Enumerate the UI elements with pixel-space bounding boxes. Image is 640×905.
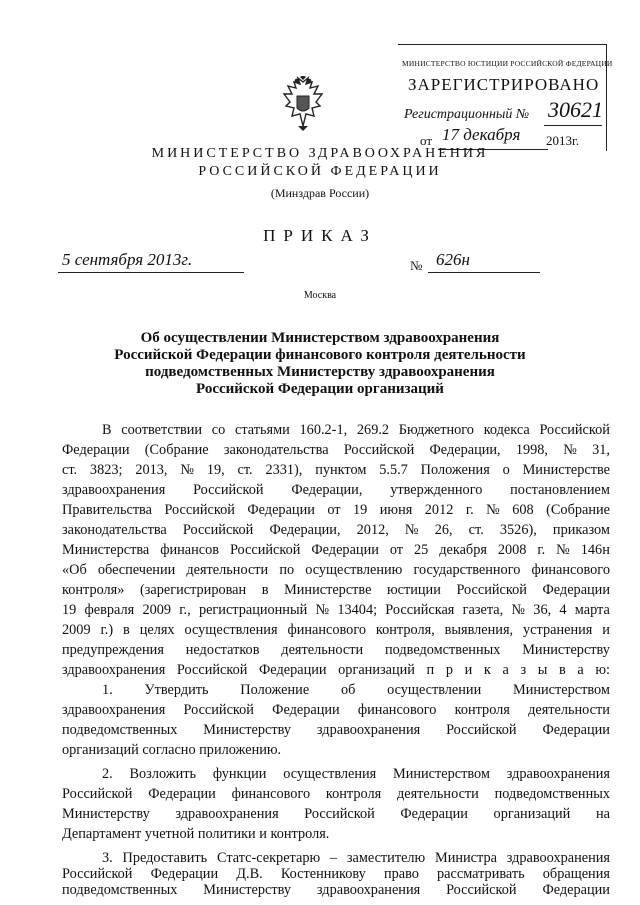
title-line: Российской Федерации финансового контроля деятельности [114, 347, 526, 363]
city: Москва [303, 290, 337, 301]
order-number-label: № [410, 258, 423, 273]
body-line: здравоохранения Российской Федерации организаций п р и к а з ы в а ю: [62, 662, 610, 678]
body-line: Федерации (Собрание законодательства Российской Федерации, 1998, № 31, [62, 442, 610, 458]
stamp-organization: МИНИСТЕРСТВО ЮСТИЦИИ РОССИЙСКОЙ ФЕДЕРАЦИИ [402, 59, 613, 68]
ministry-name-line1: МИНИСТЕРСТВО ЗДРАВООХРАНЕНИЯ [151, 146, 489, 161]
order-date-handwritten: 5 сентября 2013г. [62, 250, 193, 269]
body-line: контроля» (зарегистрирован в Министерстве юстиции Российской Федерации [62, 582, 610, 598]
order-number-handwritten: 626н [436, 250, 470, 269]
body-line: законодательства Российской Федерации, 2012, № 26, ст. 3526), приказом [62, 522, 610, 538]
body-line: здравоохранения Российской Федерации, утвержденного постановлением [62, 482, 610, 498]
title-line: Российской Федерации организаций [196, 381, 444, 397]
body-line: В соответствии со статьями 160.2-1, 269.2 Бюджетного кодекса Российской [102, 422, 610, 438]
body-line: Департамент учетной политики и контроля. [62, 826, 330, 842]
ministry-name-line2: РОССИЙСКОЙ ФЕДЕРАЦИИ [198, 164, 442, 179]
body-line: Министерства финансов Российской Федерации от 25 декабря 2008 г. № 146н [62, 542, 610, 558]
body-line: Российской Федерации Д.В. Костенникову право рассматривать обращения [62, 866, 610, 882]
body-line: подведомственных Министерству здравоохранения Российской Федерации [62, 882, 610, 898]
body-line: предупреждения недостатков деятельности подведомственных Министерству [62, 642, 610, 658]
body-line: организаций согласно приложению. [62, 742, 282, 758]
body-line: 3. Предоставить Статс-секретарю – заместителю Министра здравоохранения [102, 850, 610, 866]
body-line: «Об обеспечении деятельности по осуществлению государственного финансового [62, 562, 610, 578]
body-line: Российской Федерации финансового контроля деятельности подведомственных [62, 786, 610, 802]
stamp-reg-number-value: 30621 [548, 97, 603, 122]
body-line: здравоохранения Российской Федерации финансового контроля деятельности [62, 702, 610, 718]
document-type: ПРИКАЗ [263, 226, 377, 245]
order-date-underline [58, 272, 244, 273]
body-line: подведомственных Министерству здравоохранения Российской Федерации [62, 722, 610, 738]
stamp-reg-number-label: Регистрационный № [404, 107, 530, 122]
registration-stamp [398, 44, 613, 151]
body-line: 2009 г.) в целях осуществления финансового контроля, выявления, устранения и [62, 622, 610, 638]
stamp-date-value: 17 декабря [442, 125, 521, 144]
body-line: 2. Возложить функции осуществления Министерством здравоохранения [102, 766, 610, 782]
order-title [0, 330, 640, 398]
body-line: 1. Утвердить Положение об осуществлении Министерством [102, 682, 610, 698]
body-line: Правительства Российской Федерации от 19 июня 2012 г. № 608 (Собрание [62, 502, 610, 518]
coat-of-arms-emblem [280, 76, 326, 132]
body-line: Министерству здравоохранения Российской Федерации организаций на [62, 806, 610, 822]
stamp-registered: ЗАРЕГИСТРИРОВАНО [408, 75, 600, 94]
stamp-date-prefix: от [420, 133, 433, 148]
ministry-short-name: (Минздрав России) [270, 186, 370, 200]
title-line: подведомственных Министерству здравоохранения [145, 364, 495, 380]
order-number-underline [428, 272, 540, 273]
stamp-date-year: 2013г. [546, 133, 580, 148]
body-line: ст. 3823; 2013, № 19, ст. 2331), пунктом 5.5.7 Положения о Министерстве [62, 462, 610, 478]
title-line: Об осуществлении Министерством здравоохранения [140, 330, 500, 346]
stamp-number-underline [544, 125, 602, 126]
body-line: 19 февраля 2009 г., регистрационный № 13404; Российская газета, № 36, 4 марта [62, 602, 610, 618]
